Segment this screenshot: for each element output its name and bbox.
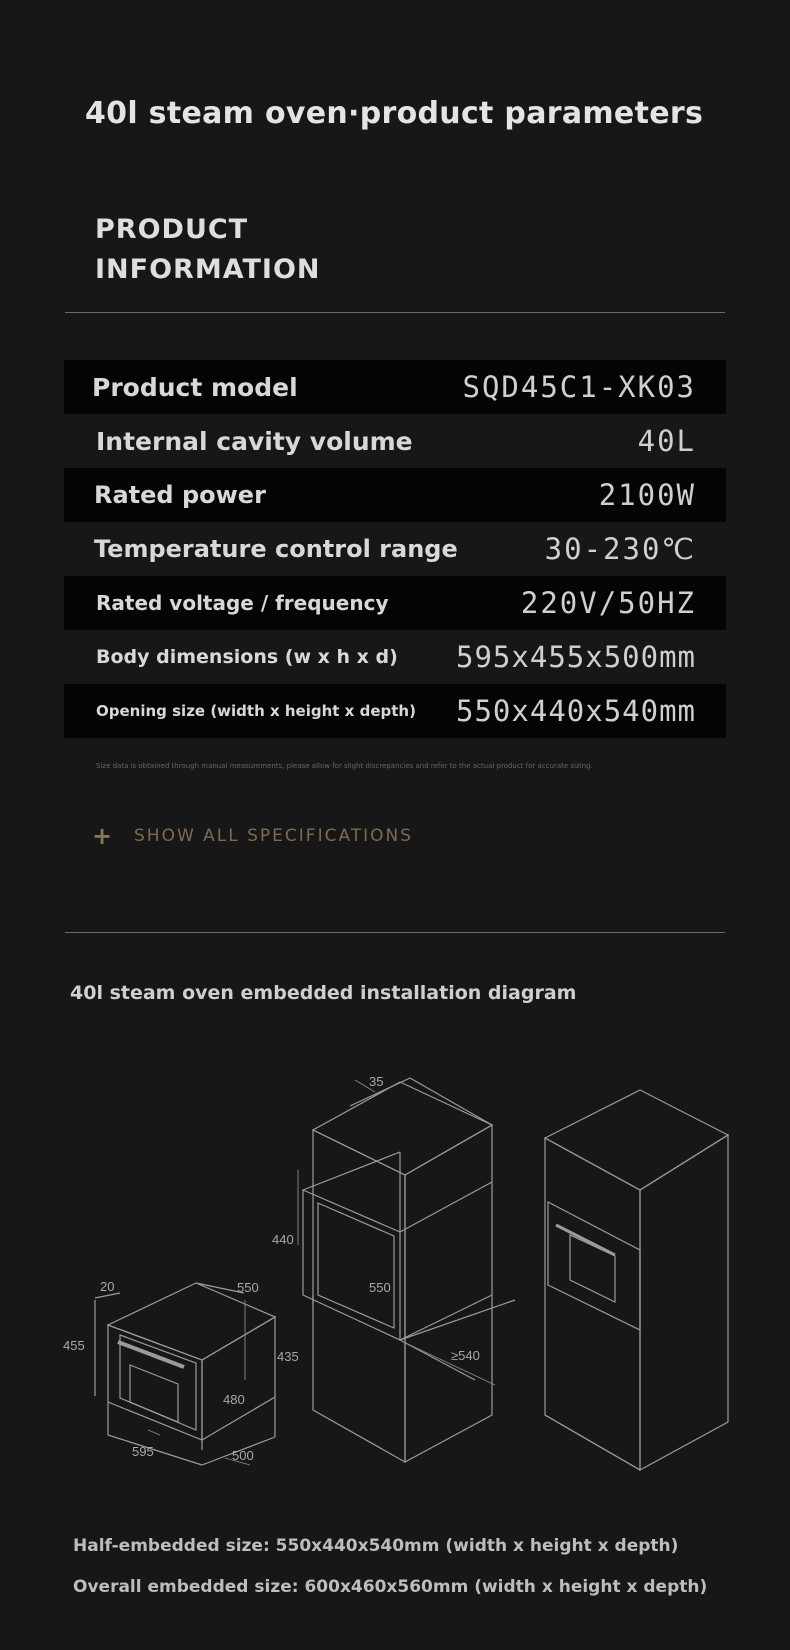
label-cabinet-height: 440 (272, 1232, 294, 1247)
show-all-label: SHOW ALL SPECIFICATIONS (134, 826, 414, 846)
show-all-specifications-button[interactable] (92, 822, 413, 850)
spec-row-power (64, 468, 726, 522)
section-heading-line1: PRODUCT (95, 214, 249, 245)
divider-top (65, 312, 725, 313)
label-oven-height: 455 (63, 1338, 85, 1353)
spec-label: Rated voltage / frequency (96, 591, 389, 615)
spec-value: 550x440x540mm (456, 694, 696, 728)
oven-drawing (95, 1283, 275, 1465)
spec-label: Product model (92, 372, 298, 402)
spec-row-body-dimensions (64, 630, 726, 684)
spec-value: 30-230℃ (544, 532, 696, 566)
caption-half-embedded: Half-embedded size: 550x440x540mm (width x height x depth) (73, 1536, 679, 1556)
diagram-title: 40l steam oven embedded installation diagram (70, 982, 577, 1004)
spec-label: Temperature control range (94, 535, 458, 563)
plus-icon: + (92, 822, 113, 850)
spec-label: Rated power (94, 481, 266, 509)
spec-row-volume (64, 414, 726, 468)
spec-label: Body dimensions (w x h x d) (96, 646, 398, 668)
cabinet-drawing (303, 1078, 515, 1462)
label-oven-depth-side: 435 (277, 1349, 299, 1364)
spec-table (64, 360, 726, 738)
label-oven-top: 550 (237, 1280, 259, 1295)
installed-cabinet-drawing (545, 1090, 728, 1470)
label-cabinet-top: 35 (369, 1074, 384, 1089)
label-cabinet-depth: ≥540 (451, 1348, 480, 1363)
caption-overall-embedded: Overall embedded size: 600x460x560mm (width x height x depth) (73, 1577, 708, 1597)
spec-row-model (64, 360, 726, 414)
spec-value: 2100W (598, 478, 696, 512)
label-oven-width: 595 (132, 1444, 154, 1459)
section-heading-line2: INFORMATION (95, 254, 321, 285)
page-title: 40l steam oven·product parameters (85, 96, 704, 131)
spec-value: 595x455x500mm (456, 640, 696, 674)
spec-value: 220V/50HZ (520, 586, 696, 620)
spec-label: Internal cavity volume (96, 426, 413, 456)
divider-bottom (65, 932, 725, 933)
label-oven-left: 20 (100, 1279, 115, 1294)
size-disclaimer: Size data is obtained through manual measurements, please allow for slight discrepancies and refer to the actual product for accurate sizing. (96, 762, 593, 770)
label-oven-inner: 480 (223, 1392, 245, 1407)
spec-value: 40L (637, 424, 696, 458)
label-oven-depth: 500 (232, 1448, 254, 1463)
spec-row-voltage (64, 576, 726, 630)
spec-row-temperature (64, 522, 726, 576)
installation-diagram (0, 1040, 790, 1480)
spec-value: SQD45C1-XK03 (462, 370, 696, 404)
label-cabinet-width: 550 (369, 1280, 391, 1295)
spec-row-opening-size (64, 684, 726, 738)
section-heading (95, 210, 321, 290)
spec-label: Opening size (width x height x depth) (96, 702, 416, 720)
